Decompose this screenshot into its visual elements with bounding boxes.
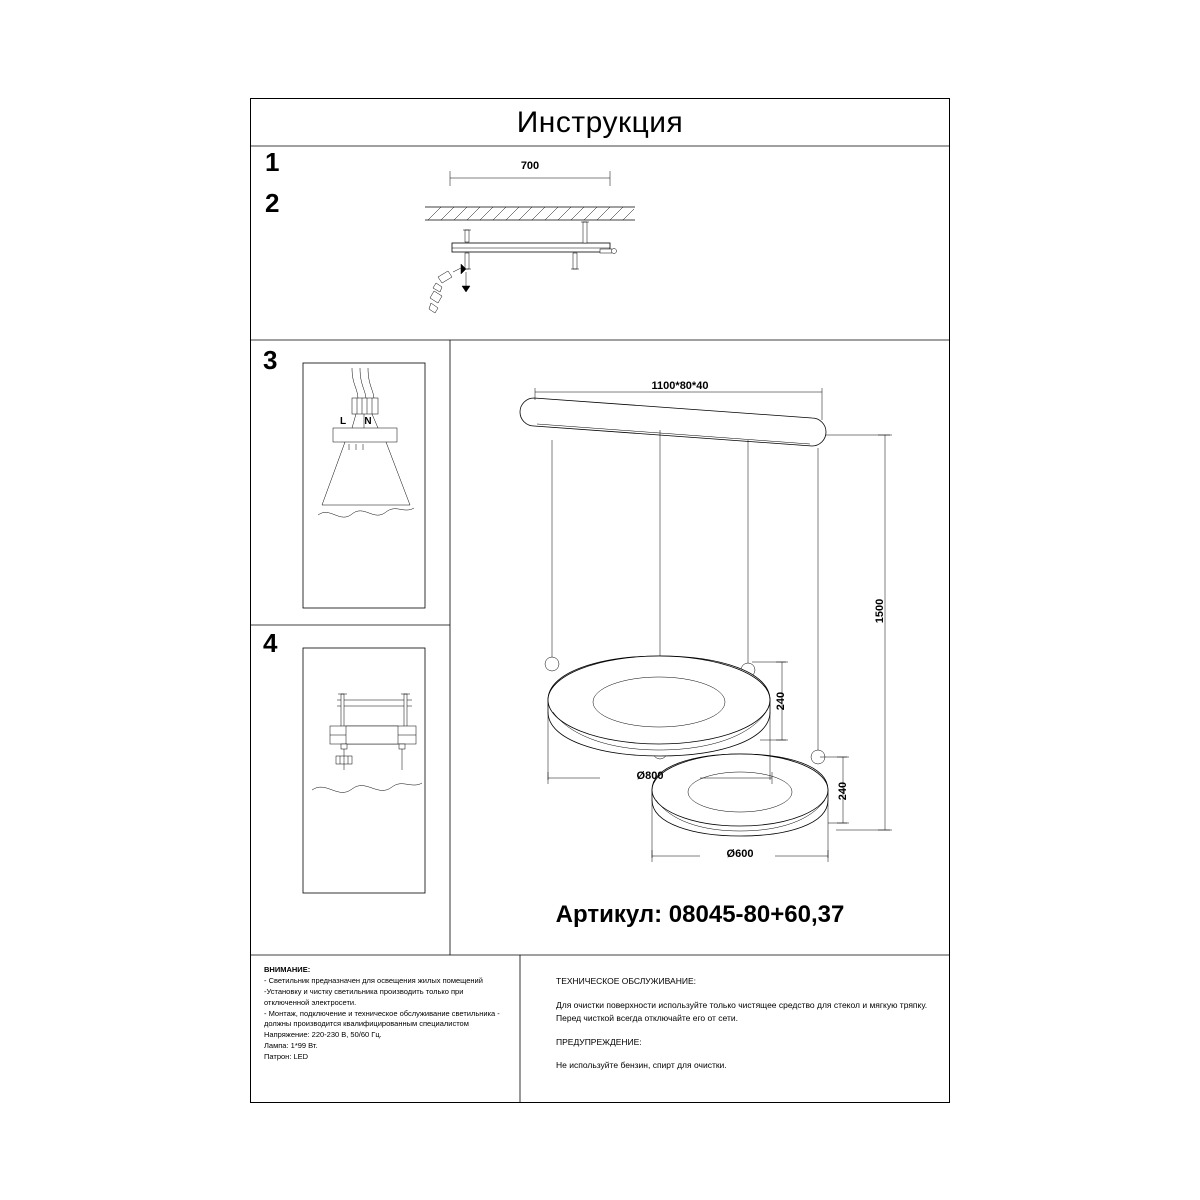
caution-title: ПРЕДУПРЕЖДЕНИЕ:	[556, 1036, 642, 1047]
dim-canopy: 1100*80*40	[651, 380, 709, 392]
dim-ring-top-diameter: Ø800	[636, 770, 664, 782]
socket-note: Патрон: LED	[264, 1052, 309, 1061]
warning-block	[264, 965, 504, 1063]
dim-ring-bottom-diameter: Ø600	[726, 848, 754, 860]
warning-line-1: - Светильник предназначен для освещения жилых помещений	[264, 975, 483, 985]
lamp-note: Лампа: 1*99 Вт.	[264, 1041, 318, 1051]
page-title: Инструкция	[516, 106, 684, 139]
dim-drop-height: 1500	[874, 598, 886, 624]
wire-label-N: N	[364, 416, 372, 427]
warning-line-2: -Установку и чистку светильника производить только при отключенной электросети.	[264, 986, 464, 1007]
caution-line-1: Не используйте бензин, спирт для очистки.	[556, 1060, 727, 1071]
dim-ring-bottom-height: 240	[837, 781, 849, 801]
step-number-2: 2	[265, 188, 280, 218]
service-block	[556, 975, 946, 1073]
dim-mount-width: 700	[520, 160, 540, 172]
wire-label-L: L	[339, 416, 347, 427]
service-title: ТЕХНИЧЕСКОЕ ОБСЛУЖИВАНИЕ:	[556, 976, 696, 986]
step-number-4: 4	[263, 628, 278, 658]
warning-line-3: - Монтаж, подключение и техническое обслуживание светильника - должны производится квалифицированным специалистом	[264, 1008, 500, 1029]
step-number-1: 1	[265, 147, 280, 177]
service-line-2: Перед чисткой всегда отключайте его от сети.	[556, 1013, 738, 1024]
article-number: Артикул: 08045-80+60,37	[555, 901, 845, 928]
step-number-3: 3	[263, 345, 278, 375]
service-line-1: Для очистки поверхности используйте только чистящее средство для стекол и мягкую тряпку.	[556, 999, 928, 1010]
warning-title: ВНИМАНИЕ:	[264, 965, 311, 974]
voltage-note: Напряжение: 220-230 В, 50/60 Гц.	[264, 1030, 382, 1040]
dim-ring-top-height: 240	[775, 691, 787, 711]
